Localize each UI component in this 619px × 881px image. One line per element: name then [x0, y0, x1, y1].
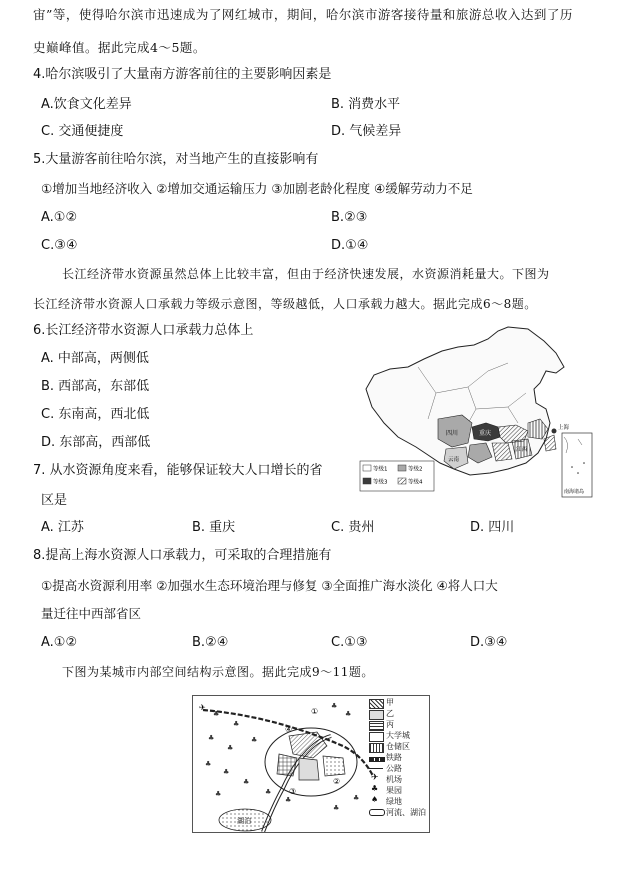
q8-option-a[interactable]: A.①② [41, 635, 78, 650]
svg-text:♣: ♣ [265, 788, 272, 796]
q6-option-c[interactable]: C. 东南高，西北低 [41, 407, 150, 422]
circle-2: ② [333, 777, 341, 786]
svg-text:♣: ♣ [251, 736, 258, 744]
svg-text:♣: ♣ [285, 796, 292, 804]
q7-option-a[interactable]: A. 江苏 [41, 520, 84, 535]
svg-text:♣: ♣ [233, 720, 240, 728]
q8-items-line-1: ①提高水资源利用率 ②加强水生态环境治理与修复 ③全面推广海水淡化 ④将人口大 [41, 578, 498, 593]
q7-stem-line-1: 7. 从水资源角度来看，能够保证较大人口增长的省 [33, 463, 323, 478]
greenland-icon: ♠ [371, 795, 379, 804]
yunnan-label: 云南 [448, 457, 460, 463]
legend-level-3: 等级3 [373, 479, 388, 486]
q6-option-a[interactable]: A. 中部高，两侧低 [41, 351, 149, 366]
river-legend-icon [369, 809, 385, 816]
svg-text:♣: ♣ [227, 744, 234, 752]
q8-option-b[interactable]: B.②④ [192, 635, 229, 650]
legend-university: 大学城 [386, 731, 410, 740]
q5-items: ①增加当地经济收入 ②增加交通运输压力 ③加剧老龄化程度 ④缓解劳动力不足 [41, 181, 473, 196]
svg-text:♣: ♣ [333, 804, 340, 812]
passage3-line-1: 下图为某城市内部空间结构示意图。据此完成9～11题。 [62, 665, 374, 679]
legend-railway: 铁路 [386, 753, 402, 762]
q7-option-d[interactable]: D. 四川 [470, 520, 515, 535]
svg-text:♣: ♣ [208, 734, 215, 742]
legend-road: 公路 [386, 764, 402, 773]
q5-option-b[interactable]: B.②③ [331, 210, 368, 225]
q7-option-c[interactable]: C. 贵州 [331, 520, 375, 535]
airport-icon: ✈ [199, 703, 206, 712]
circle-1: ① [311, 707, 319, 716]
city-legend [369, 698, 427, 830]
legend-river-lake: 河流、湖泊 [386, 808, 426, 817]
q5-stem: 5.大量游客前往哈尔滨，对当地产生的直接影响有 [33, 152, 319, 167]
svg-text:♣: ♣ [243, 778, 250, 786]
china-map-svg [358, 323, 594, 503]
q5-option-d[interactable]: D.①④ [331, 238, 369, 253]
circle-4: ④ [285, 725, 293, 734]
intro-line-1: 宙”等，使得哈尔滨市迅速成为了网红城市，期间，哈尔滨市游客接待量和旅游总收入达到了历 [33, 7, 573, 22]
q4-option-a[interactable]: A.饮食文化差异 [41, 97, 132, 112]
shanghai-label: 上海 [558, 425, 570, 431]
legend-airport: 机场 [386, 775, 402, 784]
legend-warehouse: 仓储区 [386, 742, 410, 751]
q4-stem: 4.哈尔滨吸引了大量南方游客前往的主要影响因素是 [33, 67, 332, 82]
legend-level-2: 等级2 [408, 466, 423, 473]
q4-option-b[interactable]: B. 消费水平 [331, 97, 401, 112]
svg-text:♣: ♣ [353, 794, 360, 802]
q6-option-d[interactable]: D. 东部高，西部低 [41, 435, 151, 450]
q4-option-c[interactable]: C. 交通便捷度 [41, 124, 124, 139]
legend-level-1: 等级1 [373, 466, 388, 473]
intro-line-2: 史巅峰值。据此完成4～5题。 [33, 40, 206, 55]
svg-text:♣: ♣ [213, 710, 220, 718]
jiangxi-label: 江西 [516, 447, 528, 453]
south-sea-label: 南海诸岛 [564, 489, 585, 495]
passage2-line-1: 长江经济带水资源虽然总体上比较丰富，但由于经济快速发展，水资源消耗量大。下图为 [62, 267, 550, 281]
passage2-line-2: 长江经济带水资源人口承载力等级示意图，等级越低，人口承载力越大。据此完成6～8题。 [33, 297, 537, 311]
city-structure-figure [192, 695, 430, 833]
svg-text:♣: ♣ [345, 710, 352, 718]
svg-text:♣: ♣ [205, 760, 212, 768]
q8-stem: 8.提高上海水资源人口承载力，可采取的合理措施有 [33, 548, 332, 563]
china-water-map-figure [358, 323, 594, 503]
q7-option-b[interactable]: B. 重庆 [192, 520, 236, 535]
q8-items-line-2: 量迁往中西部省区 [41, 606, 142, 621]
legend-yi: 乙 [386, 709, 394, 718]
legend-greenland: 绿地 [386, 797, 402, 806]
airport-legend-icon: ✈ [371, 773, 379, 783]
svg-text:♣: ♣ [215, 790, 222, 798]
svg-text:♣: ♣ [223, 768, 230, 776]
svg-text:♣: ♣ [331, 702, 338, 710]
legend-level-4: 等级4 [408, 479, 423, 486]
orchard-icon: ♣ [371, 784, 379, 793]
sichuan-label: 四川 [446, 430, 459, 437]
q5-option-c[interactable]: C.③④ [41, 238, 78, 253]
chongqing-label: 重庆 [479, 430, 492, 437]
legend-jia: 甲 [386, 698, 394, 707]
q7-stem-line-2: 区是 [41, 493, 68, 508]
q8-option-c[interactable]: C.①③ [331, 635, 368, 650]
q6-option-b[interactable]: B. 西部高，东部低 [41, 379, 150, 394]
legend-orchard: 果园 [386, 786, 402, 795]
lake-label: 湖泊 [237, 817, 251, 825]
q6-stem: 6.长江经济带水资源人口承载力总体上 [33, 323, 254, 338]
legend-bing: 丙 [386, 720, 394, 729]
south-sea-inset [562, 433, 592, 497]
q5-option-a[interactable]: A.①② [41, 210, 78, 225]
q8-option-d[interactable]: D.③④ [470, 635, 508, 650]
q4-option-d[interactable]: D. 气候差异 [331, 124, 402, 139]
circle-3: ③ [289, 787, 297, 796]
